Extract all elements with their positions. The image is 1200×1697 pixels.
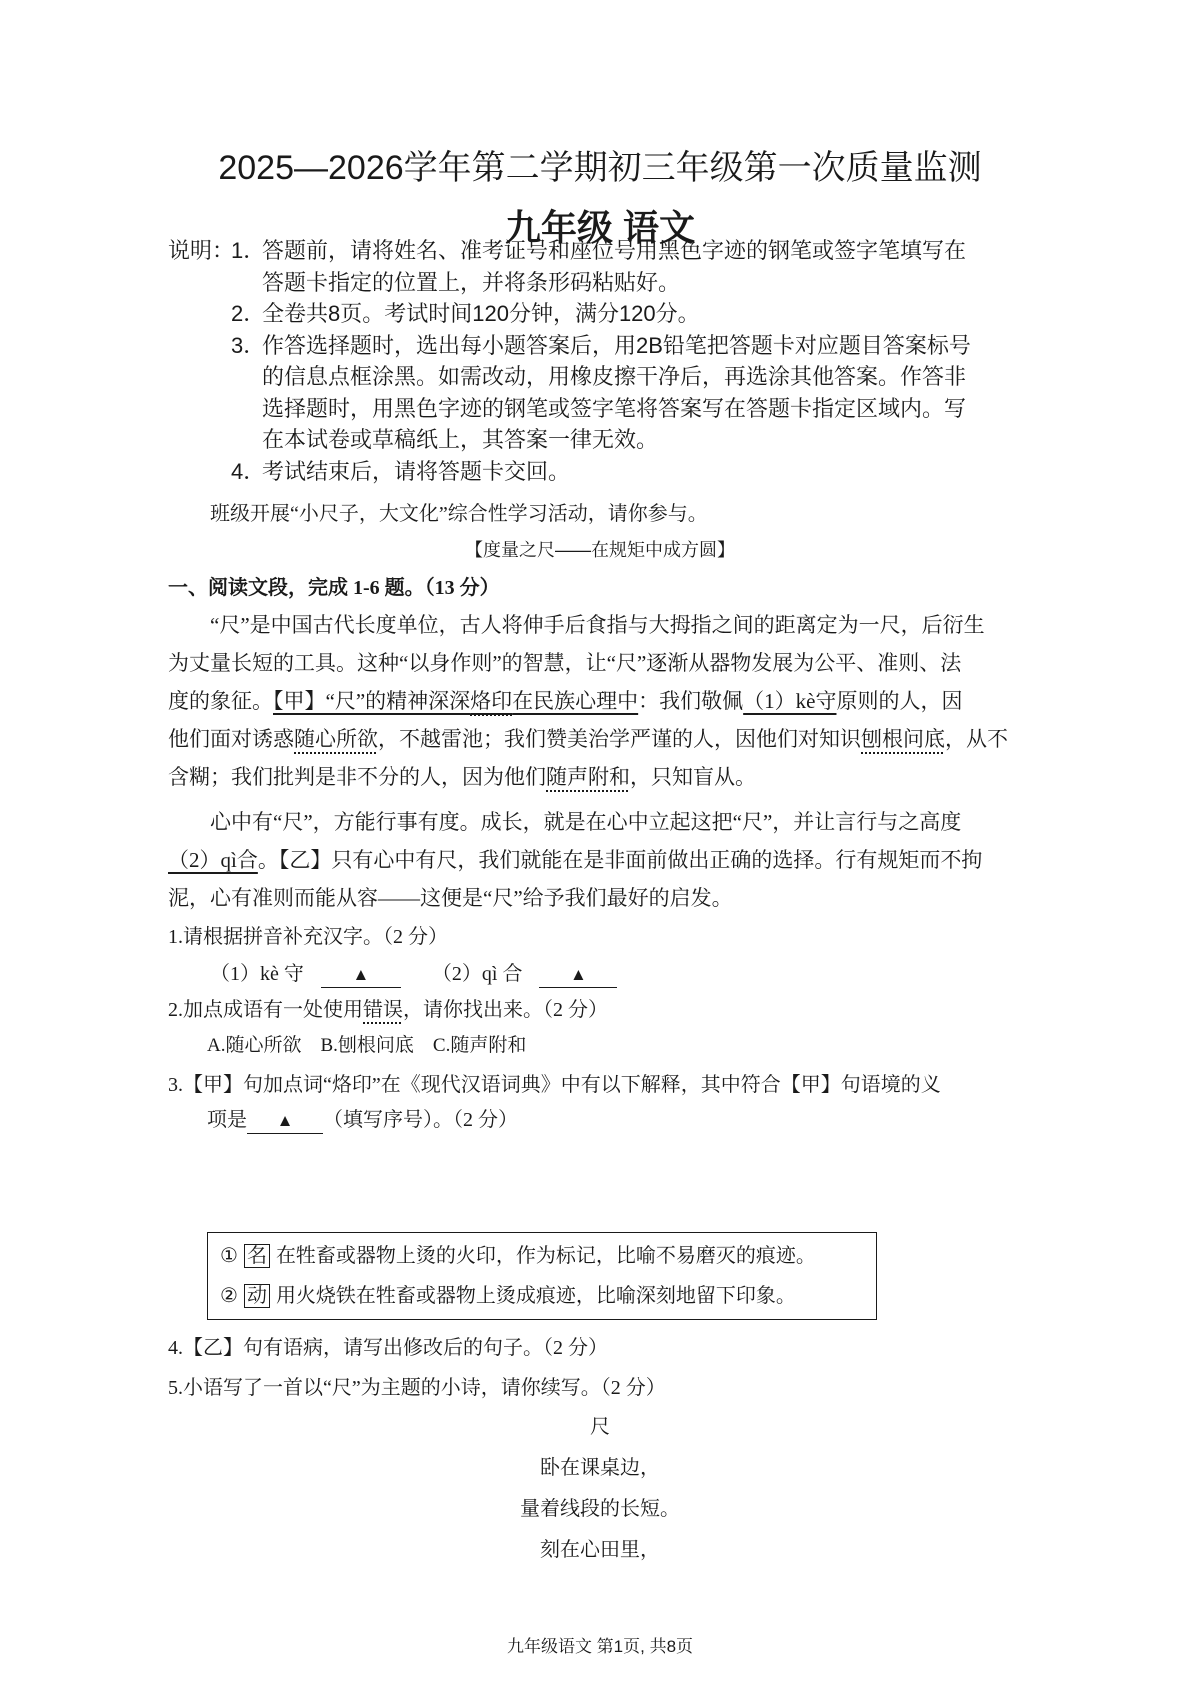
question-1-answers [210, 957, 617, 988]
passage-p1-line-1: “尺”是中国古代长度单位，古人将伸手后食指与大拇指之间的距离定为一尺，后衍生 [210, 613, 985, 637]
passage-text: 含糊；我们批判是非不分的人，因为他们 [168, 765, 546, 789]
q2-stem-start: 2.加点成语有一处使用 [168, 999, 363, 1021]
part-of-speech-tag: 动 [244, 1284, 270, 1308]
passage-text: ：我们敬佩 [638, 689, 744, 713]
idiom-paogenwendi: 刨根问底 [861, 727, 945, 751]
pinyin-blank-1: （1）kè守 [743, 689, 837, 713]
instruction-3-line-1: 作答选择题时，选出每小题答案后，用2B铅笔把答题卡对应题目答案标号 [262, 333, 971, 358]
passage-p1-line-5 [168, 761, 756, 791]
q1-answer-blank-b[interactable] [539, 962, 617, 988]
passage-text: 原则的人，因 [836, 689, 963, 713]
poem-line-3: 刻在心田里， [540, 1539, 660, 1561]
page-footer: 九年级语文 第1页, 共8页 [506, 1637, 694, 1656]
question-3-stem-line-1: 3.【甲】句加点词“烙印”在《现代汉语词典》中有以下解释，其中符合【甲】句语境的义 [168, 1074, 941, 1096]
definition-number: ② [220, 1285, 238, 1307]
instruction-3-line-2: 的信息点框涂黑。如需改动，用橡皮擦干净后，再选涂其他答案。作答非 [262, 364, 967, 389]
passage-text: 他们面对诱惑 [168, 727, 294, 751]
definition-row-2 [220, 1279, 796, 1308]
exam-subtitle: 九年级 语文 [504, 207, 695, 248]
q2-stem-end: ，请你找出来。（2 分） [403, 999, 608, 1021]
passage-p2-line-3: 泥，心有准则而能从容——这便是“尺”给予我们最好的启发。 [168, 886, 733, 910]
q1-label-b: （2）qì 合 [431, 963, 523, 985]
q3-stem-start: 项是 [207, 1109, 247, 1131]
poem-line-1: 卧在课桌边， [540, 1457, 660, 1479]
instructions-label: 说明： [168, 238, 235, 263]
triangle-marker-icon: ▲ [570, 965, 587, 984]
question-1-stem: 1.请根据拼音补充汉字。（2 分） [168, 926, 448, 948]
passage-p1-line-4 [168, 723, 1008, 753]
definition-text: 在牲畜或器物上烫的火印，作为标记，比喻不易磨灭的痕迹。 [275, 1245, 816, 1267]
keyword-laoyin: 烙印 [470, 689, 513, 713]
instruction-3-line-4: 在本试卷或草稿纸上，其答案一律无效。 [262, 427, 659, 452]
instruction-1-line-1: 答题前，请将姓名、准考证号和座位号用黑色字迹的钢笔或签字笔填写在 [262, 238, 967, 263]
part-one-title: 一、阅读文段，完成 1-6 题。（13 分） [168, 577, 500, 599]
q2-keyword-error: 错误 [363, 999, 403, 1021]
q3-answer-blank[interactable] [247, 1108, 323, 1134]
question-2-stem [168, 993, 608, 1022]
question-5-stem: 5.小语写了一首以“尺”为主题的小诗，请你续写。（2 分） [168, 1377, 666, 1399]
instruction-2-line-1: 全卷共8页。考试时间120分钟，满分120分。 [262, 301, 700, 326]
triangle-marker-icon: ▲ [276, 1111, 294, 1130]
instruction-3-num: 3． [231, 333, 266, 358]
pinyin-blank-2: （2）qì合 [168, 848, 258, 872]
instruction-3-line-3: 选择题时，用黑色字迹的钢笔或签字笔将答案写在答题卡指定区域内。写 [262, 396, 967, 421]
q3-stem-end: （填写序号）。（2 分） [323, 1109, 518, 1131]
passage-text: ，不越雷池；我们赞美治学严谨的人，因他们对知识 [378, 727, 861, 751]
idiom-suishengfuhe: 随声附和 [546, 765, 630, 789]
jia-sentence-start: 【甲】“尺”的精神深深 [273, 689, 471, 713]
jia-sentence-end: 在民族心理中 [512, 689, 639, 713]
part-of-speech-tag: 名 [244, 1244, 270, 1268]
definition-number: ① [220, 1245, 238, 1267]
dictionary-definition-box [207, 1232, 877, 1320]
definition-text: 用火烧铁在牲畜或器物上烫成痕迹，比喻深刻地留下印象。 [275, 1285, 796, 1307]
poem-line-2: 量着线段的长短。 [520, 1498, 680, 1520]
question-3-stem-line-2 [207, 1103, 518, 1134]
section-header: 【度量之尺——在规矩中成方圆】 [465, 540, 735, 560]
poem-title: 尺 [590, 1416, 610, 1438]
triangle-marker-icon: ▲ [352, 965, 370, 984]
passage-p1-line-3 [168, 685, 962, 715]
passage-p1-line-2: 为丈量长短的工具。这种“以身作则”的智慧，让“尺”逐渐从器物发展为公平、准则、法 [168, 651, 962, 675]
q1-label-a: （1）kè 守 [210, 963, 304, 985]
passage-text: ，从不 [945, 727, 1008, 751]
question-4-stem: 4.【乙】句有语病，请写出修改后的句子。（2 分） [168, 1337, 608, 1359]
passage-p2-line-2 [168, 844, 982, 874]
instruction-4-line-1: 考试结束后，请将答题卡交回。 [262, 459, 571, 484]
exam-title: 2025—2026学年第二学期初三年级第一次质量监测 [218, 149, 982, 187]
q1-answer-blank-a[interactable] [321, 962, 401, 988]
idiom-suixinsuoyu: 随心所欲 [294, 727, 378, 751]
jia-sentence [273, 689, 638, 713]
instruction-4-num: 4． [231, 459, 266, 484]
activity-intro: 班级开展“小尺子，大文化”综合性学习活动，请你参与。 [210, 503, 708, 525]
instruction-1-line-2: 答题卡指定的位置上，并将条形码粘贴好。 [262, 270, 681, 295]
question-2-options: A.随心所欲 B.刨根问底 C.随声附和 [207, 1035, 527, 1056]
definition-row-1 [220, 1239, 816, 1268]
instruction-1-num: 1． [231, 238, 266, 263]
passage-text: ，只知盲从。 [630, 765, 756, 789]
passage-p2-line-1: 心中有“尺”，方能行事有度。成长，就是在心中立起这把“尺”，并让言行与之高度 [210, 810, 962, 834]
instruction-2-num: 2． [231, 301, 266, 326]
passage-text: 度的象征。 [168, 689, 273, 713]
passage-text: 。【乙】只有心中有尺，我们就能在是非面前做出正确的选择。行有规矩而不拘 [257, 848, 983, 872]
